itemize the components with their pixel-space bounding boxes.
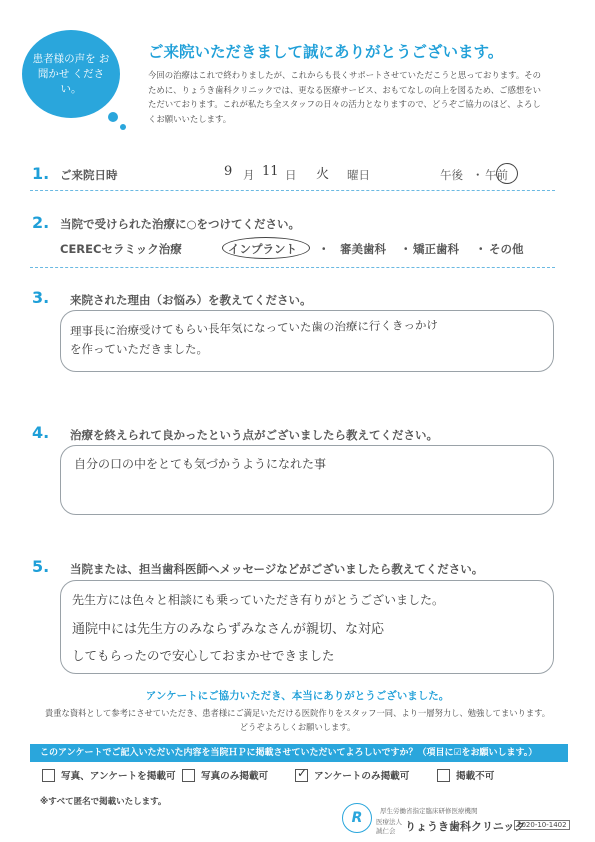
q2-option-esthetic: 審美歯科 [340, 242, 386, 256]
check-icon: ✓ [297, 765, 308, 780]
intro-text: 今回の治療はこれで終わりましたが、これからも長くサポートさせていただこうと思っております。そのために、りょうき歯科クリニックでは、更なる医療サービス、おもてなしの向上を図るため、ご感想をいただいております。これが私たち全スタッフの日々の活力となりますので、どうぞご協力のほど、よろしくお願いいたします。 [148, 70, 542, 124]
speech-bubble [22, 30, 120, 118]
consent-option-photo-and-survey[interactable] [42, 768, 176, 782]
q2-sep-2: ・ [400, 242, 412, 256]
q2-sep-1: ・ [318, 242, 330, 256]
q2-label: 当院で受けられた治療に○をつけてください。 [60, 217, 301, 231]
q1-weekday-value: 火 [316, 167, 330, 182]
anonymity-note: ※すべて匿名で掲載いたします。 [40, 797, 167, 807]
bubble-text: 患者様の声を お聞かせ ください。 [32, 52, 110, 95]
q1-weekday-label: 曜日 [347, 168, 370, 182]
clinic-logo-icon: R [342, 803, 372, 833]
checkbox[interactable] [182, 769, 195, 782]
q4-label: 治療を終えられて良かったという点がございましたら教えてください。 [70, 428, 438, 442]
bubble-tail-dot-large [108, 112, 118, 122]
corp-name: 誠仁会 [376, 827, 396, 835]
q3-answer-line-1: 理事長に治療受けてもらい長年気になっていた歯の治療に行くきっかけ [69, 317, 439, 339]
consent-option-label: 掲載不可 [456, 771, 495, 782]
q5-answer-line-1: 先生方には色々と相談にも乗っていただき有りがとうございました。 [72, 593, 445, 607]
q1-day-value: 11 [262, 164, 279, 179]
bubble-tail-dot-small [120, 124, 126, 130]
q2-option-cerec: CERECセラミック治療 [60, 242, 182, 256]
consent-option-label: 写真のみ掲載可 [201, 771, 269, 782]
checkbox-checked[interactable] [295, 765, 308, 782]
divider [30, 267, 555, 268]
q4-answer-line-1: 自分の口の中をとても気づかうようになれた事 [74, 457, 327, 471]
thanks-body-2: どうぞよろしくお願いします。 [239, 722, 356, 732]
q2-option-ortho: 矯正歯科 [413, 242, 459, 256]
thanks-heading: アンケートにご協力いただき、本当にありがとうございました。 [145, 690, 450, 702]
q2-sep-3: ・ [475, 242, 487, 256]
q3-label: 来院された理由（お悩み）を教えてください。 [70, 293, 312, 307]
thanks-body-1: 貴重な資料として参考にさせていただき、患者様にご満足いただける医院作りをスタッフ一同、より一層努力し、勉強してまいります。 [44, 708, 551, 718]
q1-separator: ・ [472, 168, 484, 182]
certification-text: 厚生労働省指定臨床研修医療機関 [380, 807, 478, 815]
consent-question-bar: このアンケートでご記入いただいた内容を当院ＨＰに掲載させていただいてよろしいですか？（項目に☑をお願いします。） [30, 744, 568, 762]
q1-pm: 午後 [440, 168, 463, 182]
q1-month-label: 月 [243, 168, 255, 182]
page-title: ご来院いただきまして誠にありがとうございます。 [148, 43, 504, 61]
clinic-name: りょうき歯科クリニック [405, 820, 526, 833]
q1-number: 1. [32, 164, 50, 183]
consent-option-label: 写真、アンケートを掲載可 [61, 771, 176, 782]
q5-number: 5. [32, 557, 50, 576]
divider [30, 190, 555, 191]
checkbox[interactable] [42, 769, 55, 782]
q1-am-circle [496, 163, 518, 184]
q3-number: 3. [32, 288, 50, 307]
q1-month-value: 9 [224, 164, 233, 179]
q5-answer-line-2: 通院中には先生方のみならずみなさんが親切、な対応 [72, 622, 385, 637]
q1-label: ご来院日時 [60, 168, 118, 182]
q1-day-label: 日 [285, 168, 297, 182]
q3-answer-line-2: を作っていただきました。 [70, 342, 208, 356]
q1-am: 午前 [485, 168, 508, 182]
q5-answer-line-3: してもらったので安心しておまかせできました [72, 648, 335, 663]
q4-number: 4. [32, 423, 50, 442]
q2-option-implant: インプラント [228, 242, 297, 256]
q2-number: 2. [32, 213, 50, 232]
consent-option-photo-only[interactable] [182, 768, 268, 782]
checkbox[interactable] [437, 769, 450, 782]
consent-option-no-publish[interactable] [437, 768, 494, 782]
document-code: 2020-10-1402 [514, 820, 570, 830]
corp-type: 医療法人 [376, 818, 402, 826]
consent-option-label: アンケートのみ掲載可 [314, 771, 410, 782]
q5-label: 当院または、担当歯科医師へメッセージなどがございましたら教えてください。 [70, 562, 484, 576]
q2-option-other: その他 [489, 242, 524, 256]
consent-option-survey-only[interactable] [295, 765, 410, 782]
